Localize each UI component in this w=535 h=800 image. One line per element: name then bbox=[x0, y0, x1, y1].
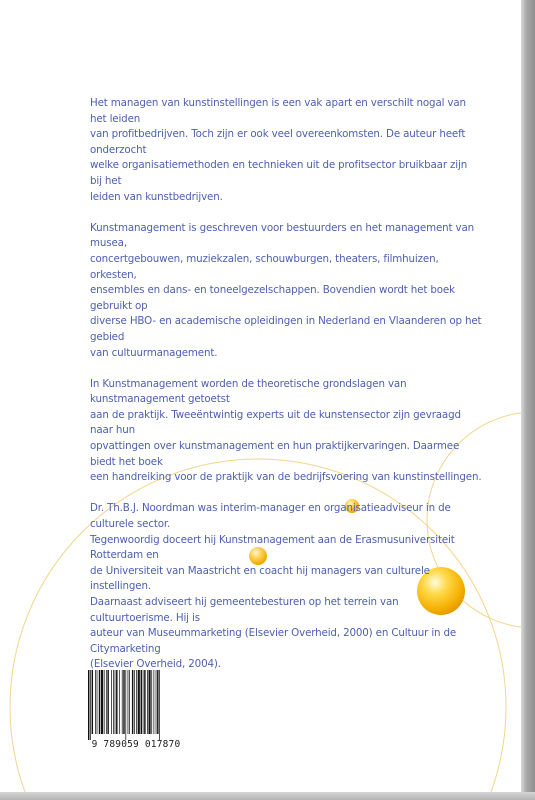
blurb-line: Tegenwoordig doceert hij Kunstmanagement aan de Erasmusuniversiteit Rotterdam en bbox=[90, 533, 455, 562]
barcode-bar bbox=[144, 670, 145, 734]
blurb-line: In Kunstmanagement worden de theoretische grondslagen van kunstmanagement getoetst bbox=[90, 377, 407, 406]
isbn-number: 9 789059 017870 bbox=[91, 739, 181, 750]
barcode-bar bbox=[141, 670, 142, 734]
barcode-bar bbox=[97, 670, 98, 734]
barcode-bar bbox=[99, 670, 100, 734]
barcode-bar bbox=[115, 670, 116, 734]
barcode-bar bbox=[159, 670, 160, 740]
blurb-line: de Universiteit van Maastricht en coacht hij managers van culturele instellingen. bbox=[90, 564, 430, 593]
barcode-bar bbox=[101, 670, 103, 734]
blurb-line: opvattingen over kunstmanagement en hun praktijkervaringen. Daarmee biedt het boek bbox=[90, 440, 460, 468]
blurb-line: Het managen van kunstinstellingen is een vak apart en verschilt nogal van het leiden bbox=[90, 97, 466, 125]
blurb-line: van profitbedrijven. Toch zijn er ook veel overeenkomsten. De auteur heeft onderzocht bbox=[90, 128, 466, 156]
barcode-bar bbox=[116, 670, 117, 734]
blurb-paragraph bbox=[90, 377, 482, 486]
blurb-paragraph bbox=[90, 221, 482, 361]
blurb-line: welke organisatiemethoden en technieken uit de profitsector bruikbaar zijn bij het bbox=[90, 159, 468, 187]
barcode-bar bbox=[148, 670, 150, 734]
blurb-line: auteur van Museummarketing (Elsevier Overheid, 2000) en Cultuur in de Citymarketing bbox=[90, 627, 457, 655]
barcode-bar bbox=[129, 670, 130, 734]
barcode-bar bbox=[123, 670, 124, 734]
barcode-bar bbox=[104, 670, 105, 734]
blurb-line: diverse HBO- en academische opleidingen in Nederland en Vlaanderen op het gebied bbox=[90, 315, 482, 343]
barcode-graphic bbox=[86, 670, 186, 740]
blurb-line: een handreiking voor de praktijk van de bedrijfsvoering van kunstinstellingen. bbox=[90, 471, 482, 484]
barcode-bar bbox=[92, 670, 93, 734]
page-edge-right bbox=[521, 0, 535, 800]
barcode-block bbox=[86, 670, 186, 753]
blurb-line: leiden van kunstbedrijven. bbox=[90, 190, 223, 203]
blurb-line: Kunstmanagement is geschreven voor bestuurders en het management van musea, bbox=[90, 221, 475, 250]
barcode-bar bbox=[147, 670, 148, 734]
barcode-bar bbox=[151, 670, 152, 734]
barcode-bar bbox=[125, 670, 126, 740]
blurb-line: ensembles en dans- en toneelgezelschappen. Bovendien wordt het boek gebruikt op bbox=[90, 284, 455, 312]
barcode-bar bbox=[134, 670, 135, 734]
barcode-bar bbox=[107, 670, 108, 734]
barcode-bar bbox=[157, 670, 158, 734]
blurb-text bbox=[90, 96, 482, 689]
barcode-bar bbox=[132, 670, 133, 734]
barcode-bar bbox=[111, 670, 112, 734]
page-edge-bottom bbox=[0, 792, 535, 800]
barcode-bar bbox=[156, 670, 157, 734]
barcode-bar bbox=[119, 670, 120, 734]
barcode-bar bbox=[143, 670, 144, 734]
blurb-line: Dr. Th.B.J. Noordman was interim-manager en organisatieadviseur in de culturele sector. bbox=[90, 502, 451, 531]
barcode-bar bbox=[95, 670, 96, 734]
barcode-bar bbox=[113, 670, 114, 734]
blurb-paragraph bbox=[90, 501, 482, 673]
barcode-bar bbox=[122, 670, 123, 734]
blurb-line: aan de praktijk. Tweeëntwintig experts uit de kunstensector zijn gevraagd naar hun bbox=[90, 408, 461, 437]
barcode-bar bbox=[106, 670, 107, 734]
barcode-bar bbox=[138, 670, 140, 734]
barcode-bar bbox=[136, 670, 137, 734]
blurb-line: Daarnaast adviseert hij gemeentebesturen op het terrein van cultuurtoerisme. Hij is bbox=[90, 596, 399, 624]
barcode-bar bbox=[128, 670, 129, 734]
blurb-line: (Elsevier Overheid, 2004). bbox=[90, 658, 221, 671]
barcode-bar bbox=[90, 670, 91, 740]
blurb-paragraph bbox=[90, 96, 482, 205]
barcode-bar bbox=[88, 670, 89, 740]
blurb-line: concertgebouwen, muziekzalen, schouwburgen, theaters, filmhuizen, orkesten, bbox=[90, 252, 439, 281]
blurb-line: van cultuurmanagement. bbox=[90, 346, 218, 359]
barcode-bar bbox=[154, 670, 155, 734]
